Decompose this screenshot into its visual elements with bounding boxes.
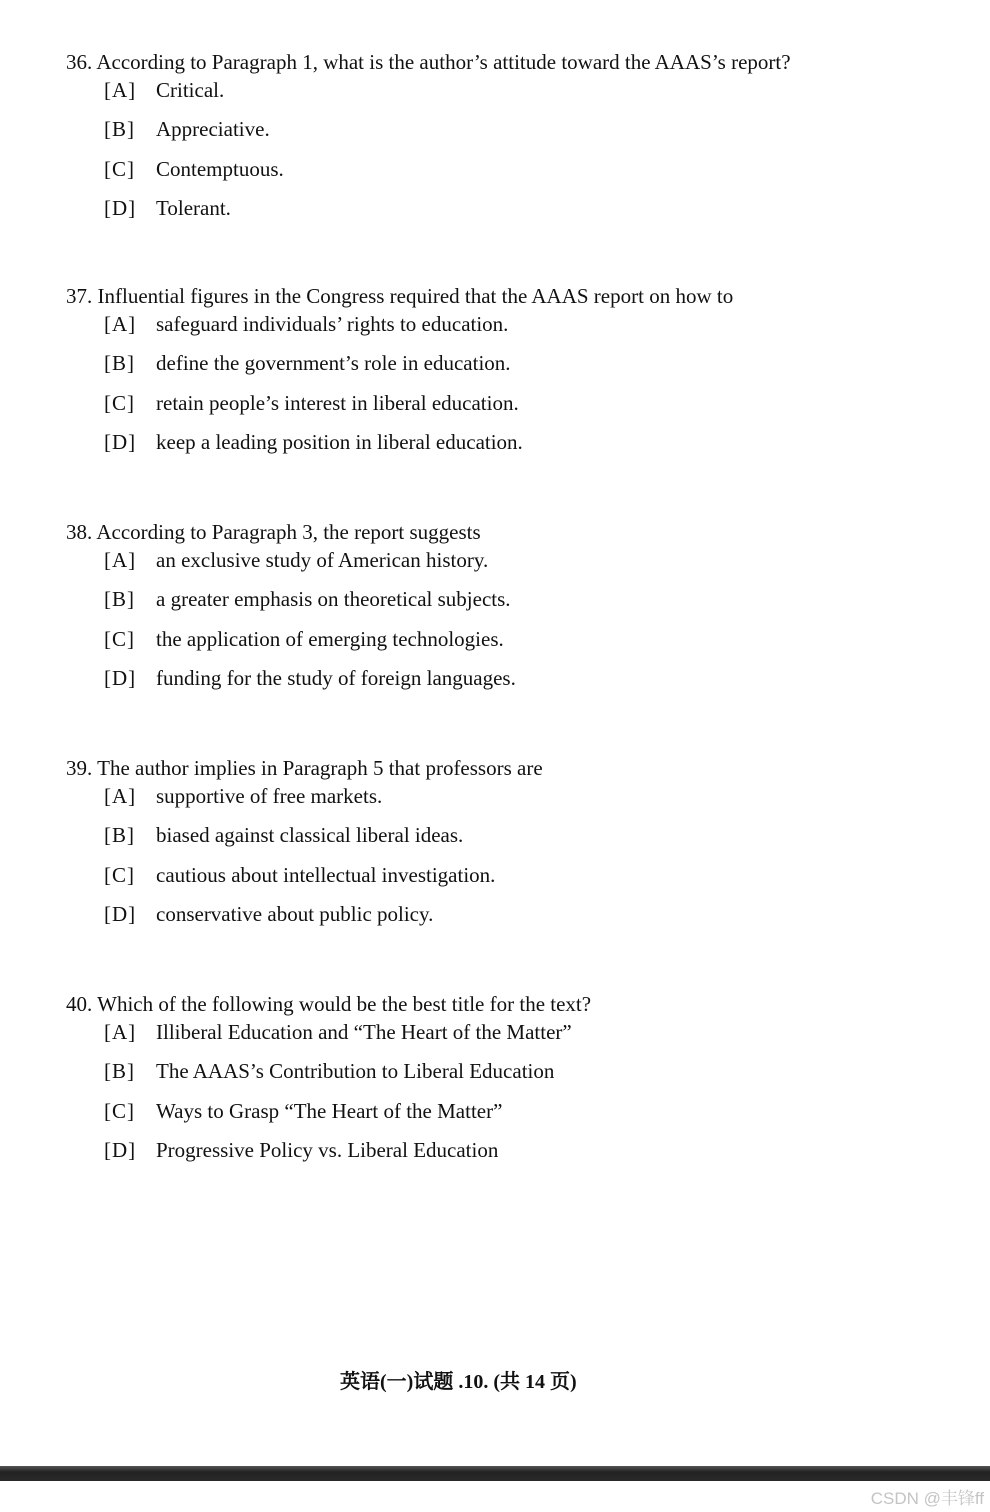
question-stem: 38. According to Paragraph 3, the report suggests: [66, 520, 481, 544]
option-label: [A]: [104, 78, 137, 102]
option: [104, 1057, 966, 1096]
option-text: Appreciative.: [156, 117, 270, 142]
question-stem: 39. The author implies in Paragraph 5 that professors are: [66, 756, 543, 780]
option-text: Illiberal Education and “The Heart of the Matter”: [156, 1020, 572, 1044]
option-text: keep a leading position in liberal education.: [156, 430, 523, 455]
page-footer: 英语(一)试题 .10. (共 14 页): [340, 1371, 577, 1393]
option-label: [C]: [104, 390, 135, 415]
option: [104, 1136, 966, 1175]
option: [104, 861, 966, 900]
option-text: funding for the study of foreign languages.: [156, 666, 516, 691]
option-text: Critical.: [156, 78, 225, 102]
option: [104, 194, 966, 233]
option-text: a greater emphasis on theoretical subjects.: [156, 587, 511, 612]
option-text: Tolerant.: [156, 196, 231, 221]
option-text: The AAAS’s Contribution to Liberal Education: [156, 1059, 555, 1084]
option: [104, 625, 966, 664]
option-text: conservative about public policy.: [156, 902, 434, 927]
option: [104, 76, 966, 115]
option-text: retain people’s interest in liberal education.: [156, 390, 519, 415]
option: [104, 1097, 966, 1136]
viewer-scrollbar-bar[interactable]: [0, 1466, 990, 1481]
option: [104, 115, 966, 154]
question-stem: 37. Influential figures in the Congress required that the AAAS report on how to: [66, 284, 734, 308]
watermark: CSDN @丰锋ff: [870, 1489, 984, 1508]
option-label: [A]: [104, 548, 137, 572]
option-label: [C]: [104, 626, 135, 651]
question-stem: 36. According to Paragraph 1, what is the author’s attitude toward the AAAS’s report?: [66, 50, 791, 74]
option: [104, 546, 966, 585]
option-label: [B]: [104, 351, 135, 376]
option-label: [C]: [104, 1098, 135, 1123]
option-label: [B]: [104, 117, 135, 142]
option-text: Contemptuous.: [156, 156, 284, 181]
question-37: [66, 282, 966, 468]
option-label: [D]: [104, 666, 137, 691]
option-text: an exclusive study of American history.: [156, 548, 489, 572]
option-text: Ways to Grasp “The Heart of the Matter”: [156, 1098, 503, 1123]
option-text: Progressive Policy vs. Liberal Education: [156, 1138, 499, 1163]
option: [104, 900, 966, 939]
option: [104, 821, 966, 860]
option-label: [A]: [104, 312, 137, 336]
option: [104, 782, 966, 821]
option-label: [C]: [104, 862, 135, 887]
option-text: biased against classical liberal ideas.: [156, 823, 464, 848]
option-text: supportive of free markets.: [156, 784, 383, 808]
option-label: [D]: [104, 430, 137, 455]
option: [104, 428, 966, 467]
option: [104, 664, 966, 703]
option: [104, 1018, 966, 1057]
option-text: cautious about intellectual investigation.: [156, 862, 496, 887]
option-label: [D]: [104, 902, 137, 927]
option-label: [C]: [104, 156, 135, 181]
question-stem: 40. Which of the following would be the best title for the text?: [66, 992, 592, 1016]
option: [104, 310, 966, 349]
option-text: safeguard individuals’ rights to education.: [156, 312, 509, 336]
option-label: [D]: [104, 1138, 137, 1163]
option-label: [A]: [104, 784, 137, 808]
option: [104, 389, 966, 428]
question-39: [66, 754, 966, 940]
option: [104, 585, 966, 624]
option: [104, 155, 966, 194]
question-38: [66, 518, 966, 704]
option-label: [B]: [104, 587, 135, 612]
option: [104, 349, 966, 388]
option-text: define the government’s role in education.: [156, 351, 511, 376]
question-40: [66, 990, 966, 1176]
option-label: [B]: [104, 1059, 135, 1084]
option-label: [A]: [104, 1020, 137, 1044]
option-label: [B]: [104, 823, 135, 848]
option-text: the application of emerging technologies.: [156, 626, 504, 651]
question-36: [66, 48, 966, 234]
option-label: [D]: [104, 196, 137, 221]
